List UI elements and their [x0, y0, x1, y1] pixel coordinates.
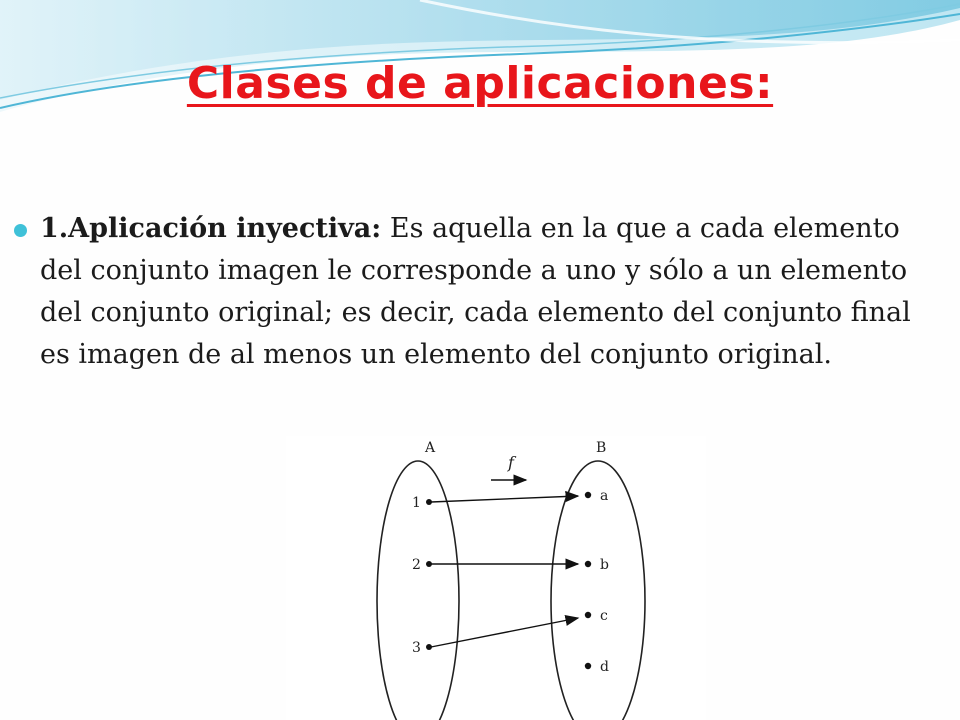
domain-element-label: 3 — [412, 640, 421, 656]
codomain-element-dot — [585, 612, 591, 618]
codomain-element-label: d — [600, 659, 609, 675]
bullet-paragraph — [40, 208, 949, 376]
injective-mapping-diagram — [286, 436, 706, 720]
set-b-label: B — [596, 440, 607, 456]
domain-element-label: 2 — [412, 557, 421, 573]
domain-element-label: 1 — [412, 495, 421, 511]
codomain-element-label: b — [600, 557, 609, 573]
codomain-element-label: c — [600, 608, 608, 624]
codomain-element-dot — [585, 663, 591, 669]
set-b-ellipse — [551, 461, 645, 720]
codomain-element-label: a — [600, 488, 609, 504]
bullet-item — [14, 208, 949, 376]
bullet-definition: Es aquella en la que a cada elemento del conjunto imagen le corresponde a uno y sólo a un elemento del conjunto original; es decir, cada elemento del conjunto final es imagen de al menos un elemento del conjunto original. — [40, 213, 911, 370]
slide-title: Clases de aplicaciones: — [186, 58, 774, 109]
set-a-label: A — [425, 440, 436, 456]
codomain-element-dot — [585, 492, 591, 498]
mapping-arrow — [431, 496, 578, 502]
bullet-term: 1.Aplicación inyectiva: — [40, 213, 382, 244]
mapping-arrow — [431, 618, 578, 647]
codomain-element-dot — [585, 561, 591, 567]
bullet-dot-icon — [14, 224, 27, 237]
function-label: f — [508, 453, 514, 472]
